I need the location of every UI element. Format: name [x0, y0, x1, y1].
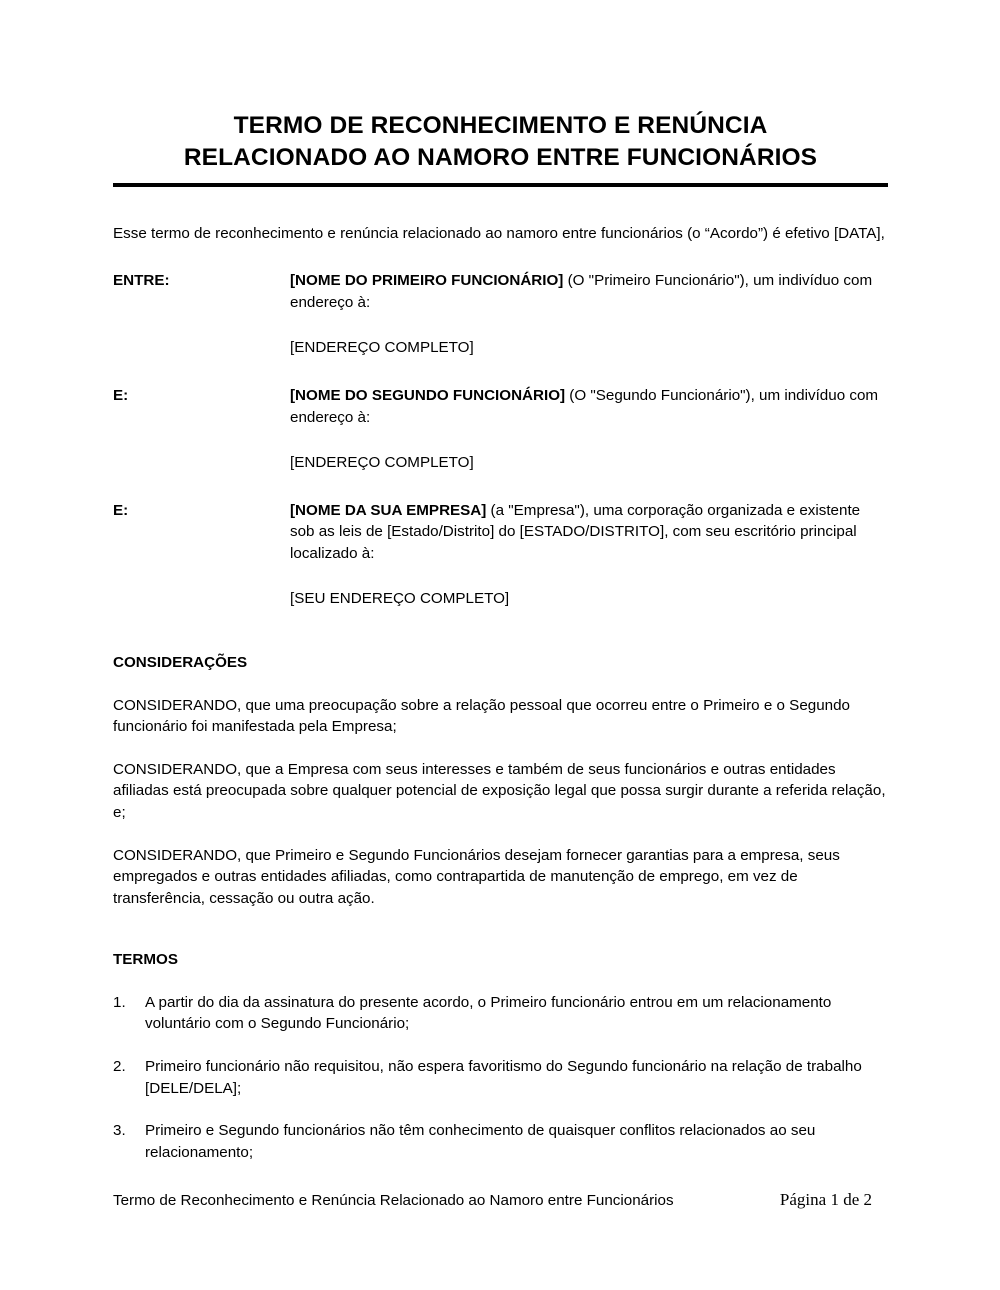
party-description: (O "Primeiro Funcionário"), um indivíduo com endereço à:	[290, 272, 873, 311]
party-body	[290, 385, 888, 474]
party-row	[113, 385, 888, 474]
party-label: ENTRE:	[113, 272, 170, 290]
list-item-number: 1.	[113, 993, 126, 1011]
party-name: [NOME DA SUA EMPRESA]	[290, 501, 487, 519]
party-address: [ENDEREÇO COMPLETO]	[290, 339, 474, 357]
list-item	[113, 1120, 888, 1163]
page-title	[113, 0, 888, 174]
recital-paragraph: CONSIDERANDO, que uma preocupação sobre a relação pessoal que ocorreu entre o Primeiro e o Segundo funcionário foi manifestada pela Empresa;	[113, 696, 850, 736]
section-heading-consideracoes: CONSIDERAÇÕES	[113, 654, 248, 672]
party-row	[113, 270, 888, 359]
party-label: E:	[113, 501, 129, 519]
list-item	[113, 1056, 888, 1099]
party-name: [NOME DO SEGUNDO FUNCIONÁRIO]	[290, 387, 566, 404]
footer-page-number: Página 1 de 2	[779, 1190, 872, 1209]
list-item-text: Primeiro e Segundo funcionários não têm conhecimento de quaisquer conflitos relacionados ao seu relacionamento;	[145, 1122, 816, 1161]
party-body	[290, 500, 888, 610]
page-title-line-1: TERMO DE RECONHECIMENTO E RENÚNCIA	[233, 112, 768, 139]
document-content	[113, 0, 888, 1163]
title-divider	[113, 183, 888, 187]
parties-section	[113, 270, 888, 610]
section-heading-termos: TERMOS	[113, 951, 178, 969]
footer-document-title: Termo de Reconhecimento e Renúncia Relacionado ao Namoro entre Funcionários	[113, 1192, 674, 1209]
party-name: [NOME DO PRIMEIRO FUNCIONÁRIO]	[290, 272, 564, 290]
list-item-number: 3.	[113, 1122, 126, 1140]
list-item-text: A partir do dia da assinatura do presente acordo, o Primeiro funcionário entrou em um relacionamento voluntário com o Segundo Funcionário;	[145, 993, 832, 1033]
recital-paragraph: CONSIDERANDO, que Primeiro e Segundo Funcionários desejam fornecer garantias para a empresa, seus empregados e outras entidades afiliadas, como contrapartida de manutenção de emprego, em vez de transferência, cessação ou outra ação.	[113, 846, 840, 907]
party-address: [ENDEREÇO COMPLETO]	[290, 454, 474, 472]
list-item	[113, 992, 888, 1035]
party-description: (O "Segundo Funcionário"), um indivíduo com endereço à:	[290, 387, 879, 426]
page-title-line-2: RELACIONADO AO NAMORO ENTRE FUNCIONÁRIOS	[183, 143, 818, 171]
page-footer	[113, 1188, 888, 1212]
intro-paragraph: Esse termo de reconhecimento e renúncia relacionado ao namoro entre funcionários (o “Acordo”) é efetivo [DATA],	[113, 224, 885, 242]
list-item-text: Primeiro funcionário não requisitou, não espera favoritismo do Segundo funcionário na relação de trabalho [DELE/DELA];	[145, 1057, 862, 1097]
terms-list	[113, 992, 888, 1163]
recital-paragraph: CONSIDERANDO, que a Empresa com seus interesses e também de seus funcionários e outras entidades afiliadas está preocupada sobre qualquer potencial de exposição legal que possa surgir durante a referida relação, e;	[113, 760, 886, 821]
party-body	[290, 270, 888, 359]
party-label: E:	[113, 387, 129, 404]
party-row	[113, 500, 888, 610]
party-description: (a "Empresa"), uma corporação organizada e existente sob as leis de [Estado/Distrito] do [ESTADO/DISTRITO], com seu escritório principal localizado à:	[290, 501, 861, 562]
party-address: [SEU ENDEREÇO COMPLETO]	[290, 590, 510, 608]
list-item-number: 2.	[113, 1057, 126, 1075]
